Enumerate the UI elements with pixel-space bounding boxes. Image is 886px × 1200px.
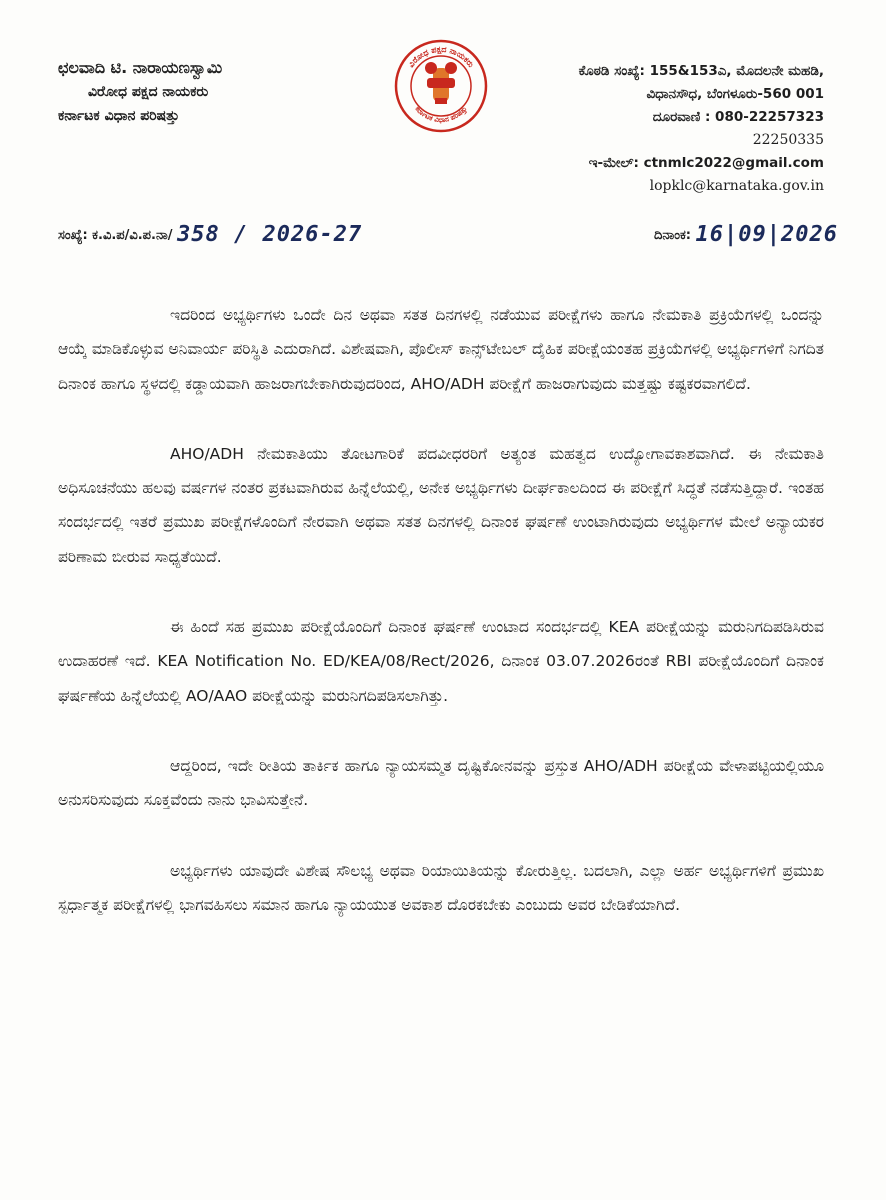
phone-line: ದೂರವಾಣಿ : 080-22257323 [652, 109, 824, 125]
sender-name: ಛಲವಾದಿ ಟಿ. ನಾರಾಯಣಸ್ವಾಮಿ [58, 58, 223, 77]
body-paragraph: AHO/ADH ನೇಮಕಾತಿಯು ತೋಟಗಾರಿಕೆ ಪದವೀಧರರಿಗೆ ಅತ್ಯಂತ ಮಹತ್ವದ ಉದ್ಯೋಗಾವಕಾಶವಾಗಿದೆ. ಈ ನೇಮಕಾತಿ ಅಧಿಸೂಚನೆಯು ಹಲವು ವರ್ಷಗಳ ನಂತರ ಪ್ರಕಟವಾಗಿರುವ ಹಿನ್ನೆಲೆಯಲ್ಲಿ, ಅನೇಕ ಅಭ್ಯರ್ಥಿಗಳು ದೀರ್ಘಕಾಲದಿಂದ ಈ ಪರೀಕ್ಷೆಗೆ ಸಿದ್ಧತೆ ನಡೆಸುತ್ತಿದ್ದಾರೆ. ಇಂತಹ ಸಂದರ್ಭದಲ್ಲಿ ಇತರೆ ಪ್ರಮುಖ ಪರೀಕ್ಷೆಗಳೊಂದಿಗೆ ನೇರವಾಗಿ ಅಥವಾ ಸತತ ದಿನಗಳಲ್ಲಿ ದಿನಾಂಕ ಘರ್ಷಣೆ ಉಂಟಾಗಿರುವುದು ಅಭ್ಯರ್ಥಿಗಳ ಮೇಲೆ ಅನ್ಯಾಯಕರ ಪರಿಣಾಮ ಬೀರುವ ಸಾಧ್ಯತೆಯಿದೆ. [58, 444, 824, 566]
reference-handwritten-number: 358 / 2026-27 [177, 222, 363, 247]
gandaberunda-icon [425, 62, 457, 104]
date-label: ದಿನಾಂಕ: [653, 228, 692, 243]
body-paragraph: ಅಭ್ಯರ್ಥಿಗಳು ಯಾವುದೇ ವಿಶೇಷ ಸೌಲಭ್ಯ ಅಥವಾ ರಿಯಾಯಿತಿಯನ್ನು ಕೋರುತ್ತಿಲ್ಲ. ಬದಲಾಗಿ, ಎಲ್ಲಾ ಅರ್ಹ ಅಭ್ಯರ್ಥಿಗಳಿಗೆ ಪ್ರಮುಖ ಸ್ಪರ್ಧಾತ್ಮಕ ಪರೀಕ್ಷೆಗಳಲ್ಲಿ ಭಾಗವಹಿಸಲು ಸಮಾನ ಹಾಗೂ ನ್ಯಾಯಯುತ ಅವಕಾಶ ದೊರಕಬೇಕು ಎಂಬುದು ಅವರ ಬೇಡಿಕೆಯಾಗಿದೆ. [58, 861, 824, 914]
reference-row [58, 214, 838, 246]
reference-number [58, 220, 362, 245]
letter-body [58, 298, 824, 958]
reference-date [654, 220, 838, 245]
sender-house: ಕರ್ನಾಟಕ ವಿಧಾನ ಪರಿಷತ್ತು [58, 108, 180, 124]
body-paragraph: ಆದ್ದರಿಂದ, ಇದೇ ರೀತಿಯ ತಾರ್ಕಿಕ ಹಾಗೂ ನ್ಯಾಯಸಮ್ಮತ ದೃಷ್ಟಿಕೋನವನ್ನು ಪ್ರಸ್ತುತ AHO/ADH ಪರೀಕ್ಷೆಯ ವೇಳಾಪಟ್ಟಿಯಲ್ಲಿಯೂ ಅನುಸರಿಸುವುದು ಸೂಕ್ತವೆಂದು ನಾನು ಭಾವಿಸುತ್ತೇನೆ. [58, 756, 824, 810]
email-line-2[interactable]: lopklc@karnataka.gov.in [649, 178, 824, 194]
council-emblem-seal [393, 38, 489, 134]
address-line-1: ಕೊಠಡಿ ಸಂಖ್ಯೆ: 155&153ಎ, ಮೊದಲನೇ ಮಹಡಿ, [578, 63, 824, 79]
date-handwritten: 16|09|2026 [695, 222, 838, 247]
contact-block [579, 60, 824, 198]
email-line[interactable]: ಇ-ಮೇಲ್: ctnmlc2022@gmail.com [588, 155, 824, 171]
phone-line-2: 22250335 [752, 132, 824, 148]
body-paragraph: ಈ ಹಿಂದೆ ಸಹ ಪ್ರಮುಖ ಪರೀಕ್ಷೆಯೊಂದಿಗೆ ದಿನಾಂಕ ಘರ್ಷಣೆ ಉಂಟಾದ ಸಂದರ್ಭದಲ್ಲಿ KEA ಪರೀಕ್ಷೆಯನ್ನು ಮರುನಿಗದಿಪಡಿಸಿರುವ ಉದಾಹರಣೆ ಇದೆ. KEA Notification No. ED/KEA/08/Rect/2026, ದಿನಾಂಕ 03.07.2026ರಂತೆ RBI ಪರೀಕ್ಷೆಯೊಂದಿಗೆ ದಿನಾಂಕ ಘರ್ಷಣೆಯ ಹಿನ್ನೆಲೆಯಲ್ಲಿ AO/AAO ಪರೀಕ್ಷೆಯನ್ನು ಮರುನಿಗದಿಪಡಿಸಲಾಗಿತ್ತು. [58, 618, 824, 705]
sender-block [58, 56, 222, 128]
svg-text:ಕರ್ನಾಟಕ ವಿಧಾನ ಪರಿಷತ್ತು [413, 105, 469, 124]
address-line-2: ವಿಧಾನಸೌಧ, ಬೆಂಗಳೂರು-560 001 [646, 86, 824, 102]
letterhead [0, 0, 886, 200]
emblem-top-text: ವಿರೋಧ ಪಕ್ಷದ ನಾಯಕರು [406, 44, 476, 70]
reference-label: ಸಂಖ್ಯೆ: ಕ.ವಿ.ಪ/ವಿ.ಪ.ನಾ/ [58, 228, 173, 243]
emblem-bottom-text: ಕರ್ನಾಟಕ ವಿಧಾನ ಪರಿಷತ್ತು [413, 104, 469, 125]
sender-designation: ವಿರೋಧ ಪಕ್ಷದ ನಾಯಕರು [88, 84, 209, 100]
body-paragraph: ಇದರಿಂದ ಅಭ್ಯರ್ಥಿಗಳು ಒಂದೇ ದಿನ ಅಥವಾ ಸತತ ದಿನಗಳಲ್ಲಿ ನಡೆಯುವ ಪರೀಕ್ಷೆಗಳು ಹಾಗೂ ನೇಮಕಾತಿ ಪ್ರಕ್ರಿಯೆಗಳಲ್ಲಿ ಒಂದನ್ನು ಆಯ್ಕೆ ಮಾಡಿಕೊಳ್ಳುವ ಅನಿವಾರ್ಯ ಪರಿಸ್ಥಿತಿ ಎದುರಾಗಿದೆ. ವಿಶೇಷವಾಗಿ, ಪೊಲೀಸ್ ಕಾನ್ಸ್‌ಟೇಬಲ್ ದೈಹಿಕ ಪರೀಕ್ಷೆಯಂತಹ ಪ್ರಕ್ರಿಯೆಗಳಲ್ಲಿ ಅಭ್ಯರ್ಥಿಗಳಿಗೆ ನಿಗದಿತ ದಿನಾಂಕ ಹಾಗೂ ಸ್ಥಳದಲ್ಲಿ ಕಡ್ಡಾಯವಾಗಿ ಹಾಜರಾಗಬೇಕಾಗಿರುವುದರಿಂದ, AHO/ADH ಪರೀಕ್ಷೆಗೆ ಹಾಜರಾಗುವುದು ಮತ್ತಷ್ಟು ಕಷ್ಟಕರವಾಗಲಿದೆ. [58, 306, 824, 393]
